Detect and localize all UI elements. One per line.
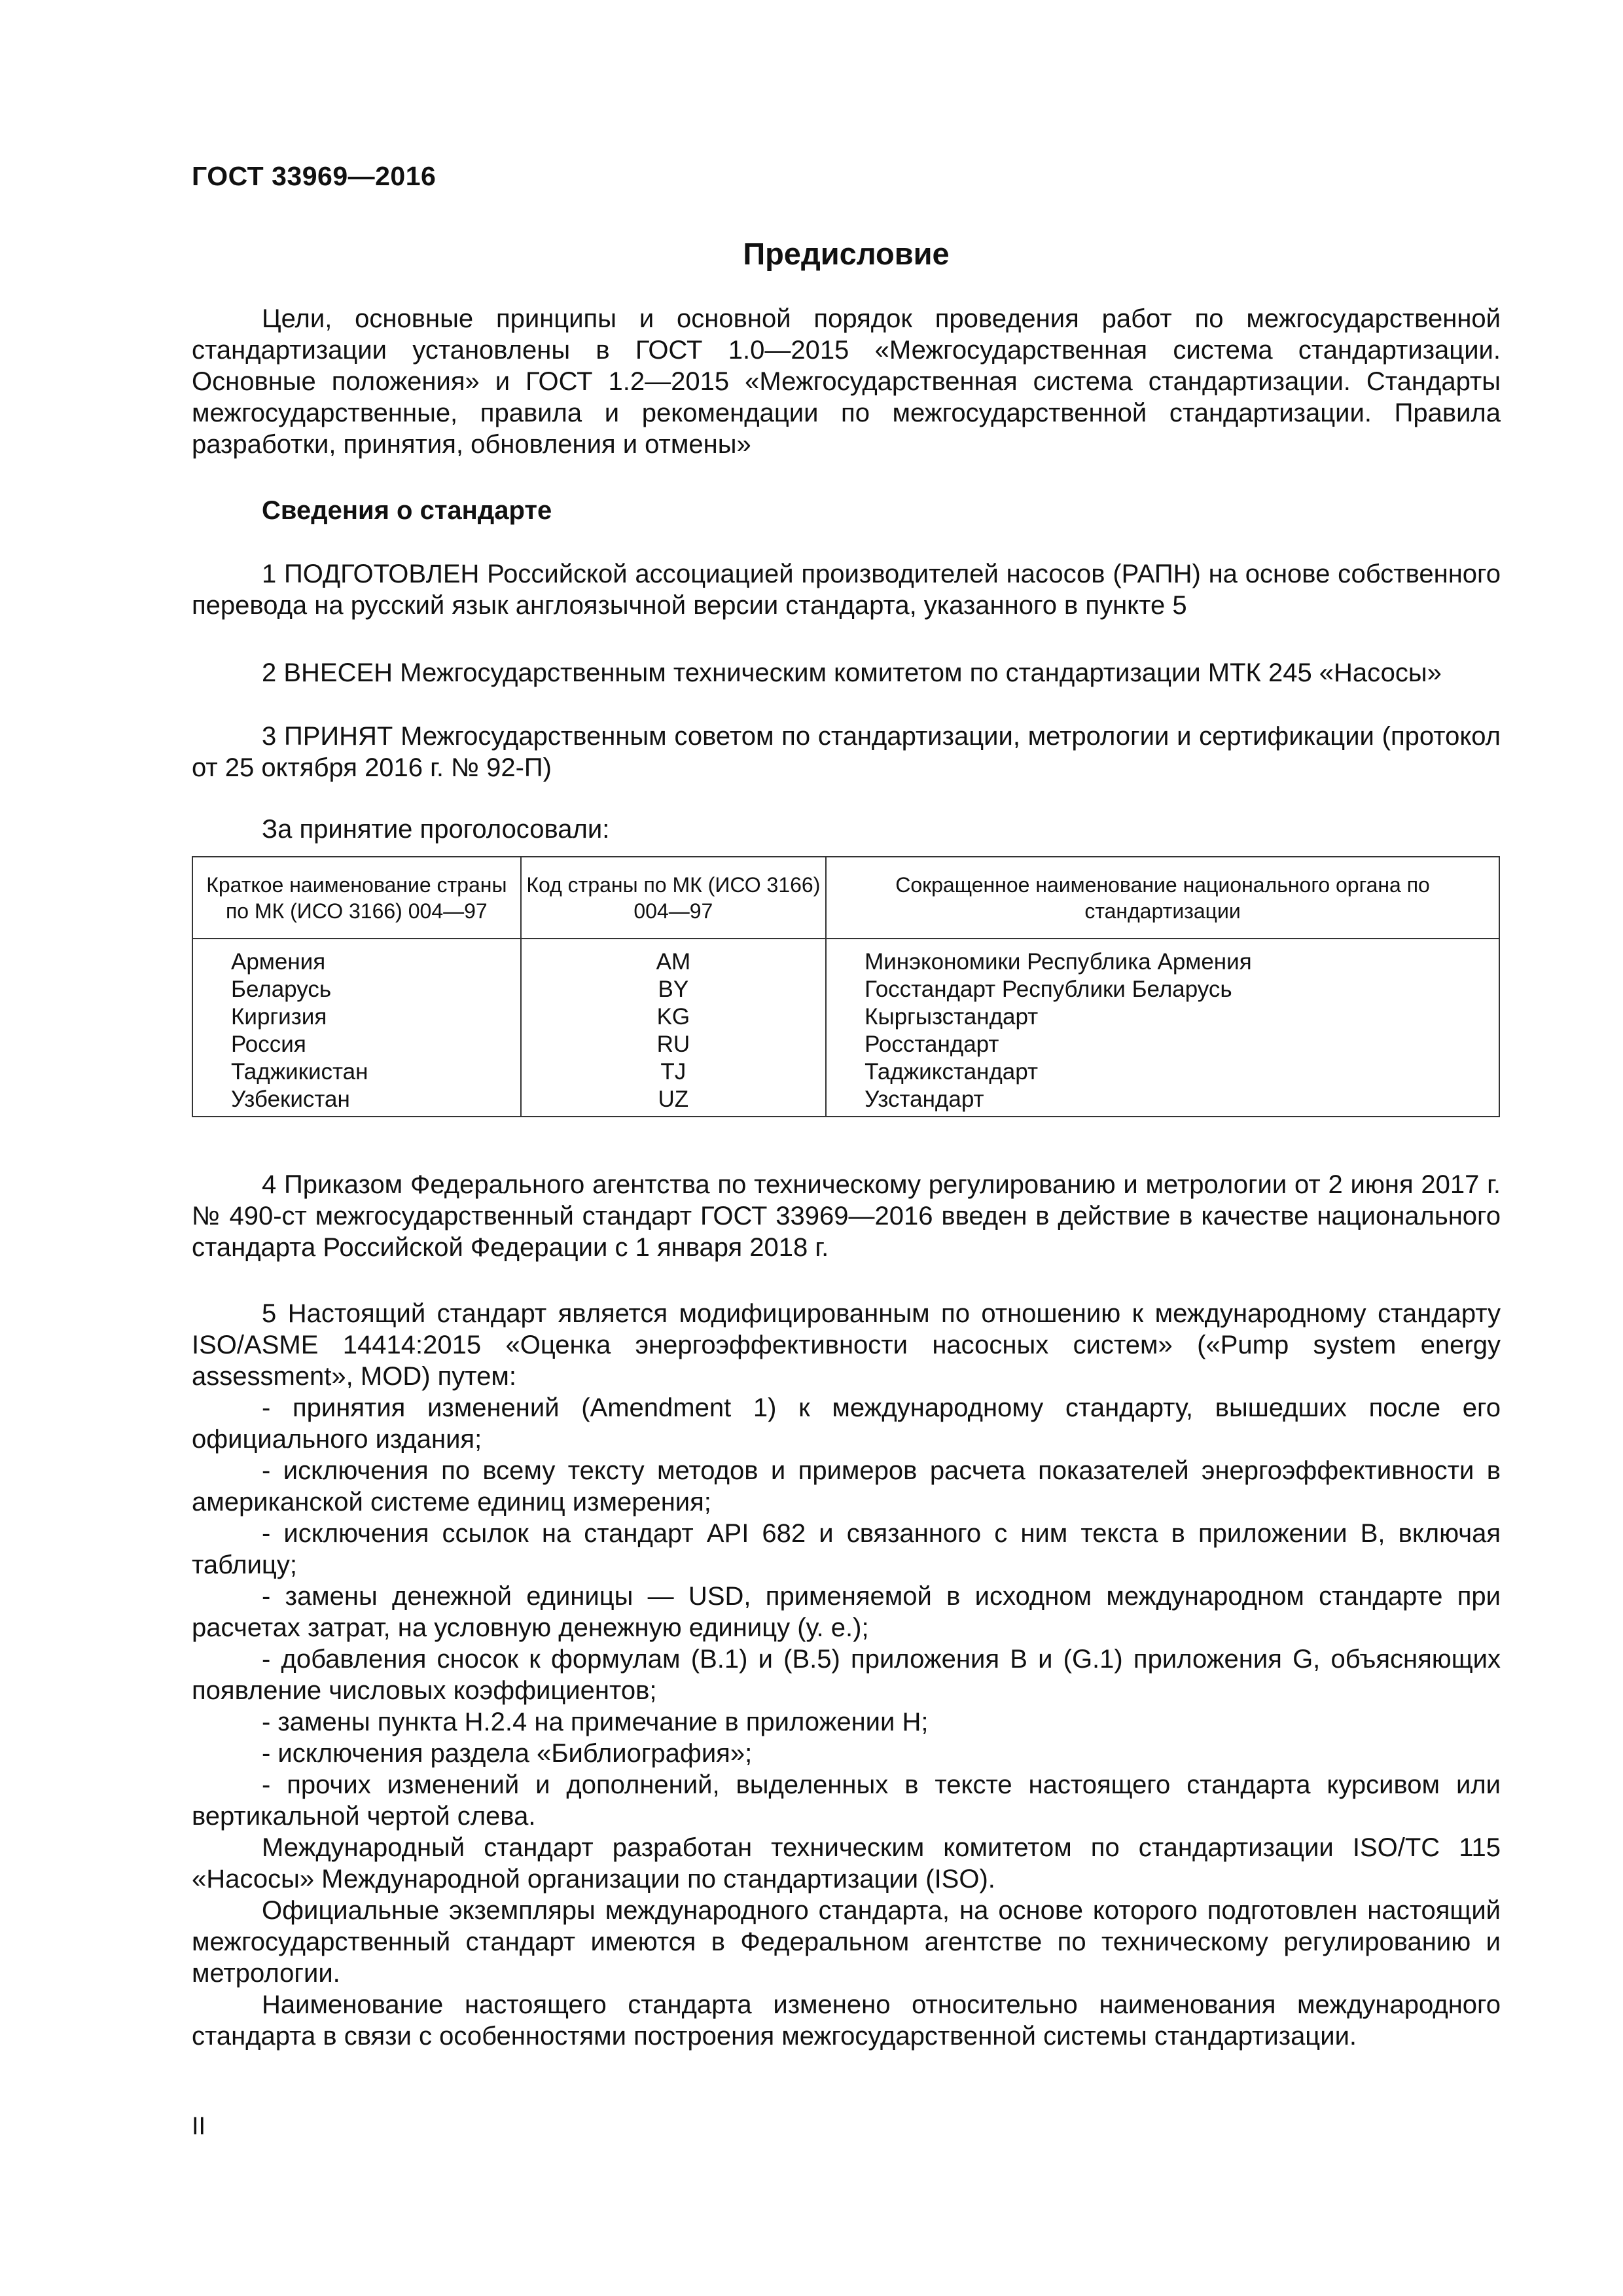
bullet-item: - исключения раздела «Библиография»; [262, 1739, 753, 1768]
country-name: Армения [192, 939, 521, 976]
voted-label: За принятие проголосовали: [262, 815, 610, 844]
table-header-body: Сокращенное наименование национального органа по стандартизации [826, 857, 1499, 939]
standards-body: Росстандарт [826, 1031, 1499, 1058]
bullet-item: - замены пункта H.2.4 на примечание в приложении H; [262, 1708, 929, 1736]
bullet-item: - принятия изменений (Amendment 1) к международному стандарту, вышедших после его официального издания; [192, 1393, 1501, 1454]
country-code: AM [521, 939, 826, 976]
table-row [192, 1086, 1499, 1117]
country-code: RU [521, 1031, 826, 1058]
bullet-item: - исключения по всему тексту методов и примеров расчета показателей энергоэффективности в американской системе единиц измерения; [192, 1456, 1501, 1516]
table-row [192, 1003, 1499, 1031]
bullet-item: - исключения ссылок на стандарт API 682 и связанного с ним текста в приложении B, включая таблицу; [192, 1519, 1501, 1579]
bullet-item: - замены денежной единицы — USD, применяемой в исходном международном стандарте при расчетах затрат, на условную денежную единицу (у. е.); [192, 1582, 1501, 1642]
table-row [192, 1058, 1499, 1086]
country-name: Беларусь [192, 976, 521, 1003]
table-header-row [192, 857, 1499, 939]
country-code: TJ [521, 1058, 826, 1086]
standards-body: Узстандарт [826, 1086, 1499, 1117]
item-4-paragraph: 4 Приказом Федерального агентства по техническому регулированию и метрологии от 2 июня 2017 г. № 490-ст межгосударственный стандарт ГОСТ 33969—2016 введен в действие в качестве национального стандарта Российской Федерации с 1 января 2018 г. [192, 1170, 1501, 1262]
member-states-table [192, 856, 1500, 1117]
bullet-item: - добавления сносок к формулам (B.1) и (B.5) приложения B и (G.1) приложения G, объясняющих появление числовых коэффициентов; [192, 1645, 1501, 1705]
document-code: ГОСТ 33969—2016 [192, 161, 437, 191]
country-code: UZ [521, 1086, 826, 1117]
tail-paragraph: Официальные экземпляры международного стандарта, на основе которого подготовлен настоящий межгосударственный стандарт имеются в Федеральном агентстве по техническому регулированию и метрологии. [192, 1896, 1501, 1988]
standards-body: Кыргызстандарт [826, 1003, 1499, 1031]
country-name: Россия [192, 1031, 521, 1058]
table-row [192, 1031, 1499, 1058]
standards-body: Таджикстандарт [826, 1058, 1499, 1086]
standards-body: Минэкономики Республика Армения [826, 939, 1499, 976]
tail-paragraph: Международный стандарт разработан техническим комитетом по стандартизации ISO/TC 115 «Насосы» Международной организации по стандартизации (ISO). [192, 1833, 1501, 1893]
tail-paragraph: Наименование настоящего стандарта изменено относительно наименования международного стандарта в связи с особенностями построения межгосударственной системы стандартизации. [192, 1990, 1501, 2051]
country-code: BY [521, 976, 826, 1003]
bullet-item: - прочих изменений и дополнений, выделенных в тексте настоящего стандарта курсивом или вертикальной чертой слева. [192, 1770, 1501, 1831]
item-1-paragraph: 1 ПОДГОТОВЛЕН Российской ассоциацией производителей насосов (РАПН) на основе собственного перевода на русский язык англоязычной версии стандарта, указанного в пункте 5 [192, 560, 1501, 620]
country-name: Таджикистан [192, 1058, 521, 1086]
standard-info-heading: Сведения о стандарте [262, 496, 552, 525]
page-number: II [192, 2113, 206, 2140]
table-header-country: Краткое наименование страны по МК (ИСО 3166) 004—97 [192, 857, 521, 939]
document-page [192, 0, 1501, 2296]
table-row [192, 976, 1499, 1003]
table-row [192, 939, 1499, 976]
standards-body: Госстандарт Республики Беларусь [826, 976, 1499, 1003]
page-title: Предисловие [743, 236, 950, 271]
country-code: KG [521, 1003, 826, 1031]
item-3-paragraph: 3 ПРИНЯТ Межгосударственным советом по стандартизации, метрологии и сертификации (протокол от 25 октября 2016 г. № 92-П) [192, 722, 1501, 782]
country-name: Киргизия [192, 1003, 521, 1031]
item-5-paragraph: 5 Настоящий стандарт является модифицированным по отношению к международному стандарту ISO/ASME 14414:2015 «Оценка энергоэффективности насосных систем» («Pump system energy assessment», MOD) путем: [192, 1299, 1501, 1391]
country-name: Узбекистан [192, 1086, 521, 1117]
intro-paragraph: Цели, основные принципы и основной порядок проведения работ по межгосударственной стандартизации установлены в ГОСТ 1.0—2015 «Межгосударственная система стандартизации. Основные положения» и ГОСТ 1.2—2015 «Межгосударственная система стандартизации. Стандарты межгосударственные, правила и рекомендации по межгосударственной стандартизации. Правила разработки, принятия, обновления и отмены» [192, 304, 1501, 459]
item-2-paragraph: 2 ВНЕСЕН Межгосударственным техническим комитетом по стандартизации МТК 245 «Насосы» [262, 658, 1442, 687]
table-header-code: Код страны по МК (ИСО 3166) 004—97 [521, 857, 826, 939]
